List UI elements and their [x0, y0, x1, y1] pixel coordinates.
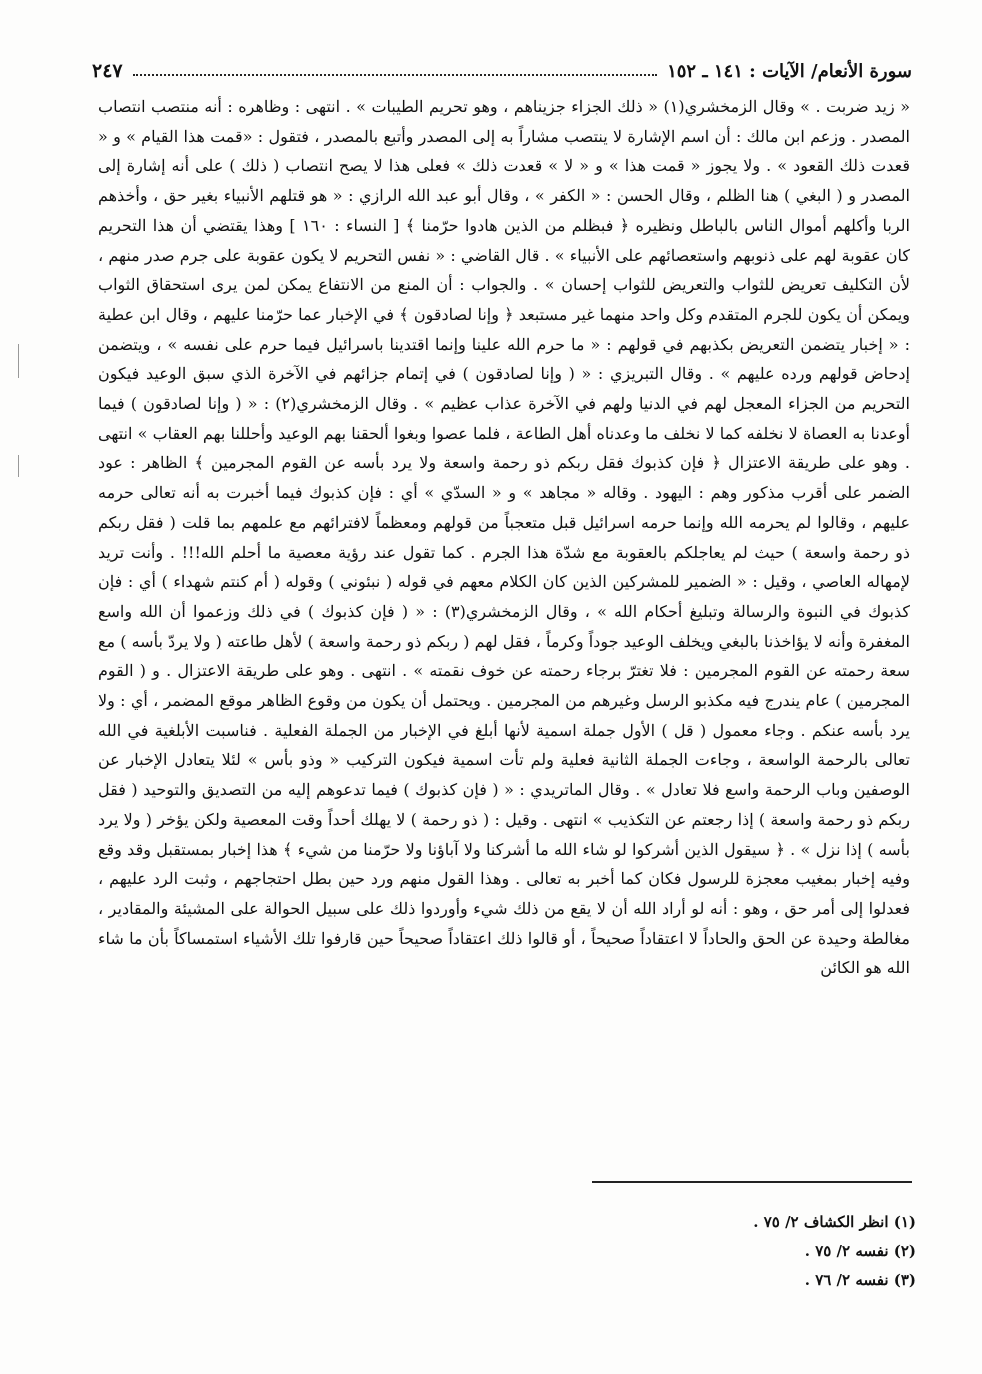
footnotes — [516, 1208, 916, 1295]
main-text: « زيد ضربت . » وقال الزمخشري(١) « ذلك الجزاء جزيناهم ، وهو تحريم الطيبات » . انتهى : وظاهره : أنه منتصب انتصاب المصدر . وزعم ابن مالك : أن اسم الإشارة لا ينتصب مشاراً به إلى المصدر وأتبع بالمصدر ، فتقول : «قمت هذا القيام » و « قعدت ذلك القعود » . ولا يجوز « قمت هذا » و « لا » قعدت ذلك » فعلى هذا لا يصح انتصاب ( ذلك ) على أنه إشارة إلى المصدر و ( البغي ) هنا الظلم ، وقال الحسن : « الكفر » ، وقال أبو عبد الله الرازي : « هو قتلهم الأنبياء بغير حق ، وأخذهم الربا وأكلهم أموال الناس بالباطل ونظيره ﴿ فبظلم من الذين هادوا حرّمنا ﴾ [ النساء : ١٦٠ ] وهذا يقتضي أن هذا التحريم كان عقوبة لهم على ذنوبهم واستعصائهم على الأنبياء » . قال القاضي : « نفس التحريم لا يكون عقوبة على جرم صدر منهم ، لأن التكليف تعريض للثواب والتعريض للثواب إحسان » . والجواب : أن المنع من الانتفاع يمكن لمن يرى استحقاق الثواب ويمكن أن يكون للجرم المتقدم وكل واحد منهما غير مستبعد ﴿ وإنا لصادقون ﴾ في الإخبار عما حرّمنا عليهم ، وقال ابن عطية : « إخبار يتضمن التعريض بكذبهم في قولهم : « ما حرم الله علينا وإنما اقتدينا باسرائيل فيما حرم على نفسه » ، ويتضمن إدحاض قولهم ورده عليهم » . وقال التبريزي : « ( وإنا لصادقون ) في إتمام جزائهم في الآخرة الذي سبق الوعيد فيكون التحريم من الجزاء المعجل لهم في الدنيا ولهم في الآخرة عذاب عظيم » . وقال الزمخشري(٢) : « ( وإنا لصادقون ) فيما أوعدنا به العصاة لا نخلفه كما لا نخلف ما وعدناه أهل الطاعة ، فلما عصوا وبغوا ألحقنا بهم الوعيد وأحللنا بهم العقاب » انتهى . وهو على طريقة الاعتزال ﴿ فإن كذبوك فقل ربكم ذو رحمة واسعة ولا يرد بأسه عن القوم المجرمين ﴾ الظاهر : عود الضمر على أقرب مذكور وهم : اليهود . وقاله « مجاهد » و « السدّي » أي : فإن كذبوك فيما أخبرت به أنه تعالى حرمه عليهم ، وقالوا لم يحرمه الله وإنما حرمه اسرائيل قبل متعجباً من قولهم ومعظماً لافترائهم مع علمهم بما قلت ( فقل ربكم ذو رحمة واسعة ) حيث لم يعاجلكم بالعقوبة مع شدّة هذا الجرم . كما تقول عند رؤية معصية ما أحلم الله!!! . وأنت تريد لإمهاله العاصي ، وقيل : « الضمير للمشركين الذين كان الكلام معهم في قوله ( نبئوني ) وقوله ( أم كنتم شهداء ) أي : فإن كذبوك في النبوة والرسالة وتبليغ أحكام الله » ، وقال الزمخشري(٣) : « ( فإن كذبوك ) في ذلك وزعموا أن الله واسع المغفرة وأنه لا يؤاخذنا بالبغي ويخلف الوعيد جوداً وكرماً ، فقل لهم ( ربكم ذو رحمة واسعة ) لأهل طاعته ( ولا يردّ بأسه ) مع سعة رحمته عن القوم المجرمين : فلا تغترّ برجاء رحمته عن خوف نقمته » . انتهى . وهو على طريقة الاعتزال . و ( القوم المجرمين ) عام يندرج فيه مكذبو الرسل وغيرهم من المجرمين . ويحتمل أن يكون من وقوع الظاهر موقع المضمر ، أي : ولا يرد بأسه عنكم . وجاء معمول ( قل ) الأول جملة اسمية لأنها أبلغ في الإخبار من الجملة الفعلية . فناسبت الأبلغية في الله تعالى بالرحمة الواسعة ، وجاءت الجملة الثانية فعلية ولم تأت اسمية فيكون التركيب « وذو بأس » لئلا يتعادل الإخبار عن الوصفين وباب الرحمة واسع فلا تعادل » . وقال الماتريدي : « ( فإن كذبوك ) فيما تدعوهم إليه من التصديق والتوحيد ( فقل ربكم ذو رحمة واسعة ) إذا رجعتم عن التكذيب » انتهى . وقيل : ( ذو رحمة ) لا يهلك أحداً وقت المعصية ولكن يؤخر ( ولا يرد بأسه ) إذا نزل » . ﴿ سيقول الذين أشركوا لو شاء الله ما أشركنا ولا آباؤنا ولا حرّمنا من شيء ﴾ هذا إخبار بمستقبل وقد وقع وفيه إخبار بمغيب معجزة للرسول فكان كما أخبر به تعالى . وهذا القول منهم ورد حين بطل احتجاجهم ، وثبت الرد عليهم ، فعدلوا إلى أمر حق ، وهو : أنه لو أراد الله أن لا يقع من ذلك شيء وأوردوا ذلك على سبيل الحوالة على المشيئة والمقادير ، مغالطة وحيدة عن الحق والحاداً لا اعتقاداً صحيحاً ، أو قالوا ذلك اعتقاداً صحيحاً حين قارفوا تلك الأشياء استمساكاً بأن ما شاء الله هو الكائن — [98, 97, 911, 978]
scan-margin-mark — [18, 344, 19, 378]
footnote-3: (٣) نفسه ٢/ ٧٦ . — [804, 1271, 916, 1289]
footnote-separator — [592, 1181, 912, 1183]
footnote-1: (١) انظر الكشاف ٢/ ٧٥ . — [753, 1213, 916, 1231]
footnote-2: (٢) نفسه ٢/ ٧٥ . — [804, 1242, 916, 1260]
page-number: ٢٤٧ — [92, 60, 123, 82]
page-header — [92, 58, 912, 84]
scan-margin-mark — [18, 455, 19, 477]
header-dotted-leader — [133, 74, 657, 76]
running-title: سورة الأنعام/ الآيات : ١٤١ ـ ١٥٢ — [667, 60, 912, 82]
